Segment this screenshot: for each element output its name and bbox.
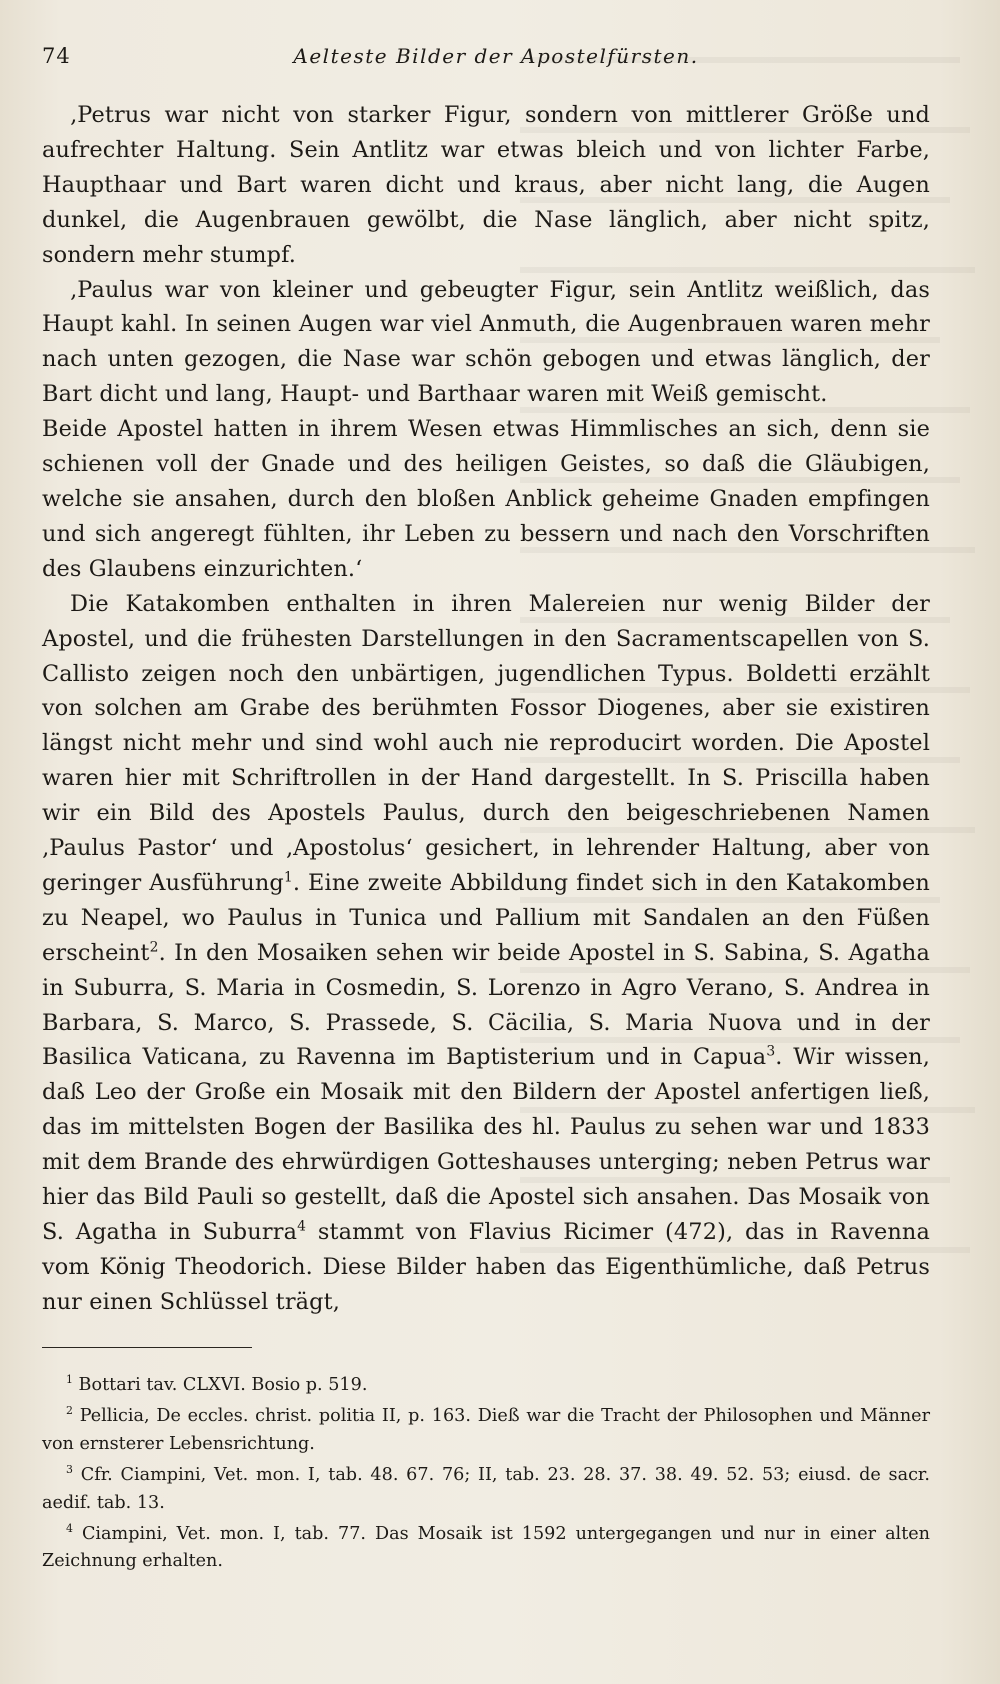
footnote-number: 1: [66, 1373, 73, 1387]
footnote-number: 4: [66, 1522, 73, 1536]
footnote-4: [42, 1521, 930, 1576]
paragraph-beide-apostel: Beide Apostel hatten in ihrem Wesen etwas Himmlisches an sich, denn sie schienen voll der Gnade und des heiligen Geistes, so daß die Gläubigen, welche sie ansahen, durch den bloßen Anblick geheime Gnaden empfingen und sich angeregt fühlten, ihr Leben zu bessern und nach den Vorschriften des Glaubens einzurichten.‘: [42, 416, 930, 582]
text-segment: . Eine zweite Abbildung findet sich in den Katakomben zu Neapel, wo Paulus in Tunica und Pallium mit Sandalen an den Füßen erscheint: [42, 869, 930, 966]
paragraph-katakomben: [42, 587, 930, 1320]
footnote-1: [42, 1372, 930, 1399]
page-number: 74: [42, 44, 71, 68]
footnotes: [42, 1372, 930, 1580]
paragraph-petrus: ‚Petrus war nicht von starker Figur, sondern von mittlerer Größe und aufrechter Haltung. Sein Antlitz war etwas bleich und von lichter Farbe, Haupthaar und Bart waren dicht und kraus, aber nicht lang, die Augen dunkel, die Augenbrauen gewölbt, die Nase länglich, aber nicht spitz, sondern mehr stumpf.: [42, 102, 930, 268]
text-segment: Die Katakomben enthalten in ihren Malereien nur wenig Bilder der Apostel, und die frühesten Darstellungen in den Sacramentscapellen von S. Callisto zeigen noch den unbärtigen, jugendlichen Typus. Boldetti erzählt von solchen am Grabe des berühmten Fossor Diogenes, aber sie existiren längst nicht mehr und sind wohl auch nie reproducirt worden. Die Apostel waren hier mit Schriftrollen in der Hand dargestellt. In S. Priscilla haben wir ein Bild des Apostels Paulus, durch den beigeschriebenen Namen ‚Paulus Pastor‘ und ‚Apostolus‘ gesichert, in lehrender Haltung, aber von geringer Ausführung: [42, 590, 930, 896]
page-header: [42, 44, 950, 78]
footnote-ref-1[interactable]: 1: [283, 869, 293, 886]
text-segment: stammt von Flavius Ricimer (472), das in Ravenna vom König Theodorich. Diese Bilder haben das Eigenthümliche, daß Petrus nur einen Schlüssel trägt,: [42, 1219, 931, 1315]
footnote-text: Ciampini, Vet. mon. I, tab. 77. Das Mosaik ist 1592 untergegangen und nur in einer alten Zeichnung erhalten.: [42, 1524, 931, 1572]
running-head: Aelteste Bilder der Apostelfürsten.: [293, 44, 699, 68]
footnote-3: [42, 1462, 930, 1517]
footnote-number: 3: [66, 1463, 73, 1477]
footnote-ref-4[interactable]: 4: [297, 1218, 307, 1235]
footnote-divider: [42, 1347, 252, 1348]
footnote-text: Bottari tav. CLXVI. Bosio p. 519.: [78, 1375, 368, 1395]
footnote-2: [42, 1403, 930, 1458]
footnote-text: Pellicia, De eccles. christ. politia II, p. 163. Dieß war die Tracht der Philosophen und Männer von ernsterer Lebensrichtung.: [42, 1406, 930, 1454]
footnote-ref-3[interactable]: 3: [766, 1044, 776, 1060]
footnote-number: 2: [66, 1404, 73, 1418]
footnote-ref-2[interactable]: 2: [149, 939, 159, 956]
main-text: [42, 98, 930, 1320]
footnote-text: Cfr. Ciampini, Vet. mon. I, tab. 48. 67. 76; II, tab. 23. 28. 37. 38. 49. 52. 53; eiusd. de sacr. aedif. tab. 13.: [42, 1465, 930, 1513]
text-segment: . Wir wissen, daß Leo der Große ein Mosaik mit den Bildern der Apostel anfertigen ließ, das im mittelsten Bogen der Basilika des hl. Paulus zu sehen war und 1833 mit dem Brande des ehrwürdigen Gotteshauses unterging; neben Petrus war hier das Bild Pauli so gestellt, daß die Apostel sich ansahen. Das Mosaik von S. Agatha in Suburra: [42, 1044, 931, 1245]
text-segment: . In den Mosaiken sehen wir beide Apostel in S. Sabina, S. Agatha in Suburra, S. Maria in Cosmedin, S. Lorenzo in Agro Verano, S. Andrea in Barbara, S. Marco, S. Prassede, S. Cäcilia, S. Maria Nuova und in der Basilica Vaticana, zu Ravenna im Baptisterium und in Capua: [42, 939, 930, 1071]
paragraph-paulus: ‚Paulus war von kleiner und gebeugter Figur, sein Antlitz weißlich, das Haupt kahl. In seinen Augen war viel Anmuth, die Augenbrauen waren mehr nach unten gezogen, die Nase war schön gebogen und etwas länglich, der Bart dicht und lang, Haupt- und Barthaar waren mit Weiß gemischt.: [42, 276, 930, 408]
